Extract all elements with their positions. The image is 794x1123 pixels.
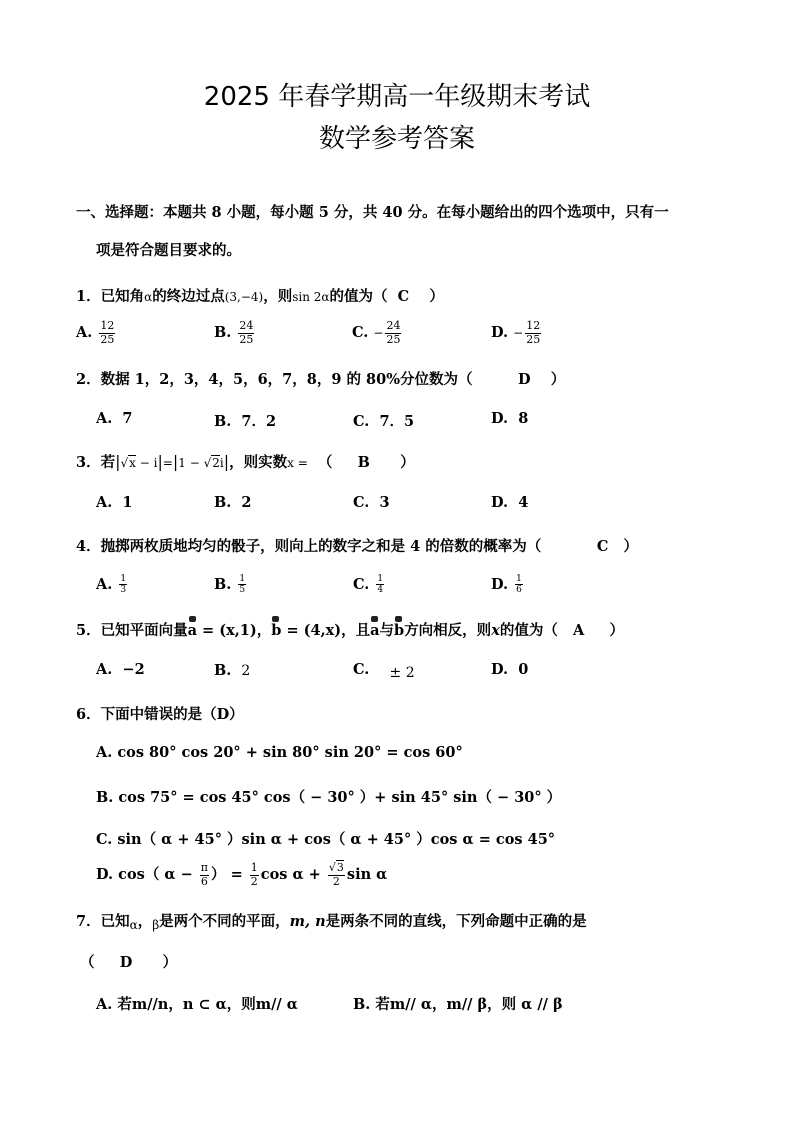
q2-option-d: D. 8 bbox=[491, 410, 529, 427]
q4-option-d: D. $\frac{1}{6}$ bbox=[491, 574, 522, 596]
q6-option-d: D. cos（ α − $\frac{\pi}{6}$ ） = $\frac{1}{2}$ cos α + $\frac{√3}{2}$ sin α bbox=[96, 861, 388, 888]
q1-option-c: C. − $\frac{24}{25}$ bbox=[352, 319, 401, 346]
q4-option-a: A. $\frac{1}{3}$ bbox=[96, 574, 127, 596]
question-7: 7．已知$_\alpha$，$_\beta$是两个不同的平面，m, n是两条不同的直线，下列命题中正确的是 bbox=[76, 913, 587, 932]
q1-option-c-fraction: $\frac{24}{25}$ bbox=[386, 319, 401, 346]
q1-option-a-fraction: $\frac{12}{25}$ bbox=[100, 319, 115, 346]
q1-pre: 1．已知角 bbox=[76, 288, 145, 305]
q1-mid2: ，则 bbox=[263, 288, 293, 305]
q7-option-b: B. 若m// α，m// β，则 α // β bbox=[353, 996, 563, 1013]
q3-option-d: D. 4 bbox=[491, 494, 529, 511]
q2-answer: D bbox=[517, 371, 531, 388]
q6-option-a: A. cos 80° cos 20° + sin 80° sin 20° = cos 60° bbox=[96, 744, 463, 761]
q3-option-c: C. 3 bbox=[353, 494, 390, 511]
q1-answer: C bbox=[397, 288, 410, 305]
page-subtitle: 数学参考答案 bbox=[318, 124, 475, 154]
q5-option-a: A. −2 bbox=[96, 661, 145, 678]
q1-option-b-fraction: $\frac{24}{25}$ bbox=[239, 319, 254, 346]
vector-b: b bbox=[271, 622, 282, 639]
q4-option-b: B. $\frac{1}{5}$ bbox=[214, 574, 246, 596]
q1-option-d: D. − $\frac{12}{25}$ bbox=[491, 319, 541, 346]
question-3: 3．若|√x − i|=|1 − √2i|，则实数x = （ B ） bbox=[76, 452, 415, 471]
q7-answer: D bbox=[119, 954, 133, 971]
q1-close: ） bbox=[429, 288, 444, 305]
q3-lhs: √x − i bbox=[120, 456, 158, 470]
page-title: 2025 年春学期高一年级期末考试 bbox=[203, 82, 591, 112]
q2-option-c: C. 7．5 bbox=[353, 413, 415, 430]
q2-option-b: B. 7．2 bbox=[214, 413, 277, 430]
q3-option-b: B. 2 bbox=[214, 494, 252, 511]
question-1 bbox=[76, 285, 444, 306]
q4-option-c: C. $\frac{1}{4}$ bbox=[353, 574, 384, 596]
q5-option-c: C. ± 2 bbox=[353, 661, 415, 681]
section-heading-line1: 一、选择题：本题共 8 小题，每小题 5 分，共 40 分。在每小题给出的四个选项中，只有一 bbox=[76, 204, 669, 221]
question-5: 5．已知平面向量a = (x,1)，b = (4,x)，且a与b方向相反，则x的值为（ A ） bbox=[76, 622, 625, 639]
q1-option-a: A. $\frac{12}{25}$ bbox=[76, 319, 115, 346]
question-2: 2．数据 1，2，3，4，5，6，7，8，9 的 80%分位数为（ D ） bbox=[76, 371, 566, 388]
q6-option-b: B. cos 75° = cos 45° cos（ − 30° ）+ sin 45° sin（ − 30° ） bbox=[96, 789, 562, 806]
question-6: 6．下面中错误的是（D） bbox=[76, 706, 244, 723]
q7-option-a: A. 若m//n，n ⊂ α，则m// α bbox=[96, 996, 298, 1013]
q1-post: 的值为（ bbox=[329, 288, 388, 305]
q1-alpha: α bbox=[144, 290, 153, 304]
q1-option-b: B. $\frac{24}{25}$ bbox=[214, 319, 254, 346]
q1-point: (3,−4) bbox=[224, 290, 264, 304]
question-7-answer-line: （ D ） bbox=[80, 954, 178, 971]
q5-answer: A bbox=[573, 622, 585, 639]
q6-option-c: C. sin（ α + 45° ）sin α + cos（ α + 45° ）cos α = cos 45° bbox=[96, 831, 556, 848]
q3-answer: B bbox=[357, 454, 370, 471]
q1-expr: sin 2α bbox=[292, 290, 330, 304]
section-heading-line2: 项是符合题目要求的。 bbox=[96, 242, 241, 259]
q5-option-b: B. 2 bbox=[214, 662, 251, 679]
q1-option-d-fraction: $\frac{12}{25}$ bbox=[526, 319, 541, 346]
q4-answer: C bbox=[596, 538, 609, 555]
q3-option-a: A. 1 bbox=[96, 494, 133, 511]
q2-option-a: A. 7 bbox=[96, 410, 133, 427]
q5-option-d: D. 0 bbox=[491, 661, 529, 678]
q1-mid: 的终边过点 bbox=[152, 288, 225, 305]
vector-a: a bbox=[187, 622, 197, 639]
q3-rhs: 1 − √2i bbox=[178, 456, 224, 470]
question-4: 4．抛掷两枚质地均匀的骰子，则向上的数字之和是 4 的倍数的概率为（ C ） bbox=[76, 538, 639, 555]
